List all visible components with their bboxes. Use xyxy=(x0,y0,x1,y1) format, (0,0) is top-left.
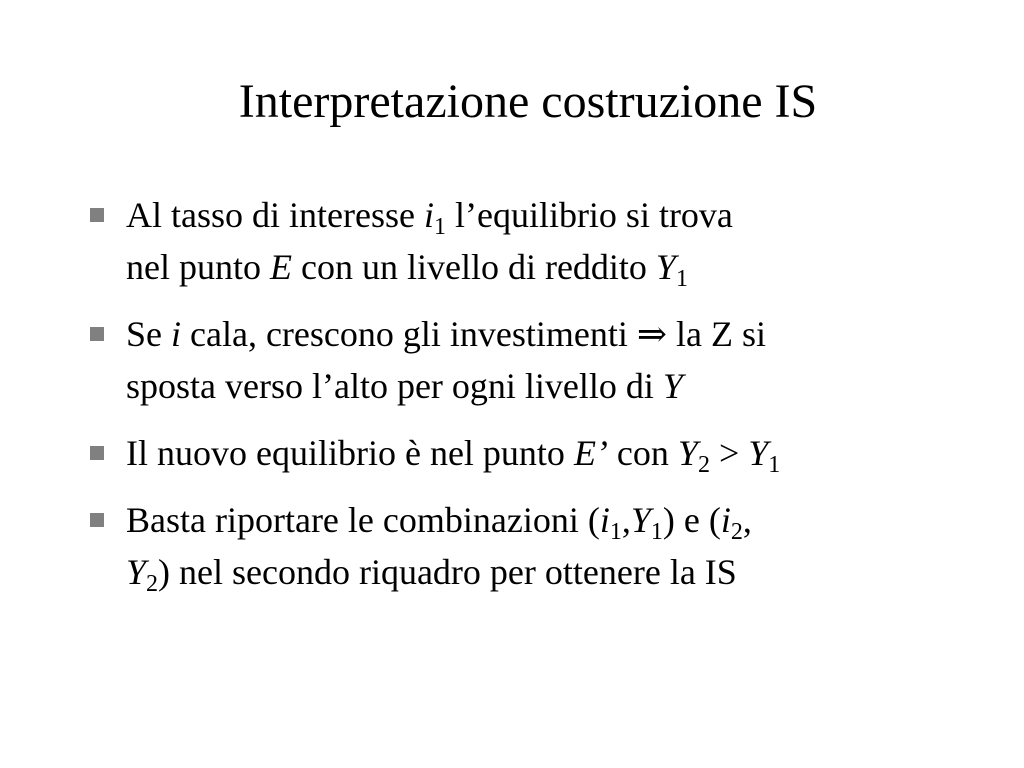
variable-e-prime: E’ xyxy=(573,433,608,473)
subscript: 1 xyxy=(675,266,688,292)
square-bullet-icon xyxy=(90,327,104,341)
bullet-1-line-1 xyxy=(126,189,988,241)
subscript: 1 xyxy=(433,214,446,240)
bullet-3-line-1 xyxy=(126,427,988,479)
text: l’equilibrio si trova xyxy=(445,195,733,235)
variable-i: i xyxy=(423,195,434,235)
slide-title: Interpretazione costruzione IS xyxy=(238,75,818,128)
text: cala, crescono gli investimenti xyxy=(181,314,637,354)
text: la Z si xyxy=(667,314,767,354)
comma: , xyxy=(742,500,752,540)
variable-i: i xyxy=(171,314,182,354)
variable-e: E xyxy=(269,247,292,287)
bullet-2-line-1 xyxy=(126,308,988,360)
text: Basta riportare le combinazioni ( xyxy=(126,500,600,540)
greater-than-operator: > xyxy=(709,433,749,473)
bullet-1-line-2 xyxy=(126,241,988,293)
bullet-2-line-2 xyxy=(126,360,988,412)
text: ) nel secondo riquadro per ottenere la IS xyxy=(158,552,737,592)
subscript: 1 xyxy=(768,452,781,478)
variable-y: Y xyxy=(655,247,676,287)
bullet-item-2 xyxy=(88,308,988,412)
bullet-item-3 xyxy=(88,427,988,479)
square-bullet-icon xyxy=(90,513,104,527)
implies-arrow-icon: ⇒ xyxy=(636,314,668,354)
comma: , xyxy=(621,500,631,540)
subscript: 1 xyxy=(650,519,663,545)
bullet-item-4 xyxy=(88,494,988,598)
square-bullet-icon xyxy=(90,208,104,222)
text: sposta verso l’alto per ogni livello di xyxy=(126,366,663,406)
text: Al tasso di interesse xyxy=(126,195,424,235)
subscript: 2 xyxy=(146,571,159,597)
text: Il nuovo equilibrio è nel punto xyxy=(126,433,574,473)
variable-i: i xyxy=(720,500,731,540)
text: con un livello di reddito xyxy=(291,247,656,287)
bullet-4-line-2 xyxy=(126,546,988,598)
text: ) e ( xyxy=(662,500,721,540)
subscript: 2 xyxy=(697,452,710,478)
text: con xyxy=(607,433,678,473)
subscript: 1 xyxy=(609,519,622,545)
variable-y: Y xyxy=(748,433,769,473)
text: nel punto xyxy=(126,247,270,287)
subscript: 2 xyxy=(730,519,743,545)
bullet-4-line-1 xyxy=(126,494,988,546)
variable-y: Y xyxy=(126,552,147,592)
square-bullet-icon xyxy=(90,446,104,460)
variable-y: Y xyxy=(630,500,651,540)
bullet-list xyxy=(88,189,988,613)
variable-y: Y xyxy=(662,366,683,406)
variable-i: i xyxy=(599,500,610,540)
bullet-item-1 xyxy=(88,189,988,293)
text: Se xyxy=(126,314,171,354)
variable-y: Y xyxy=(677,433,698,473)
